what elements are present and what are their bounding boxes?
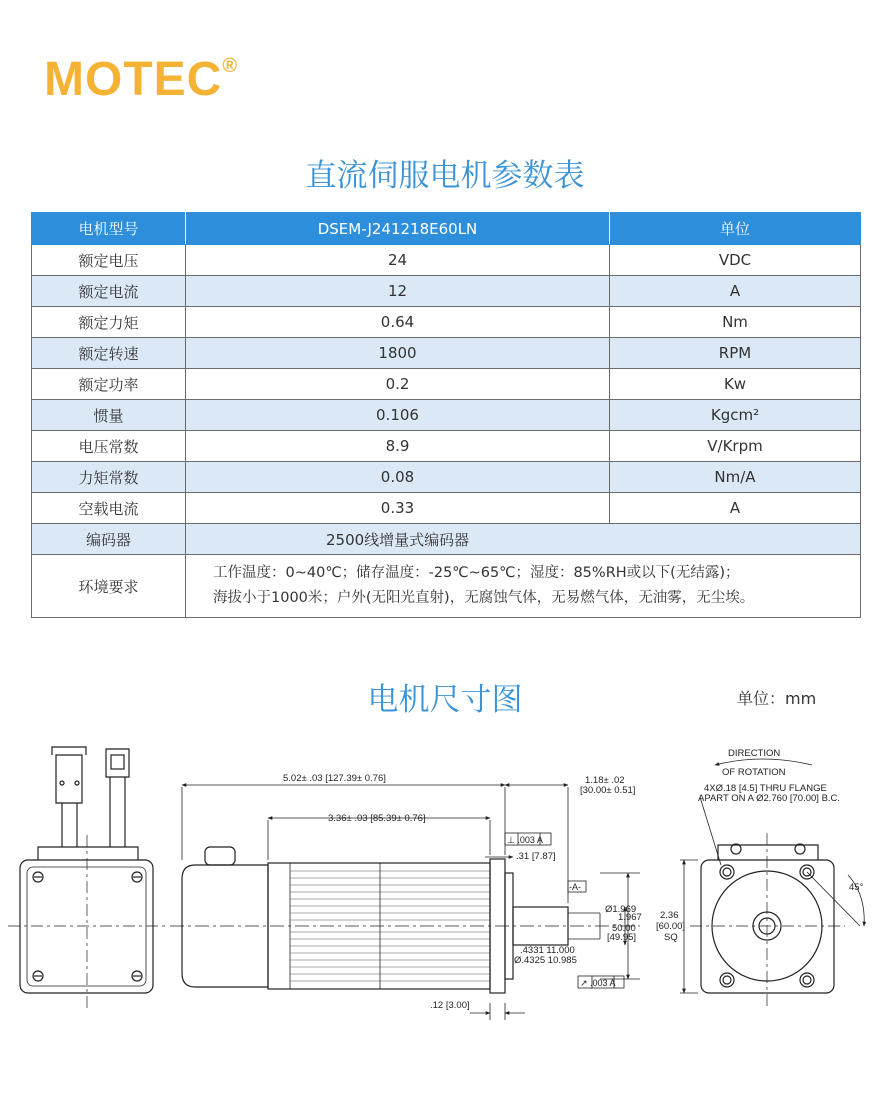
table-row <box>32 431 861 462</box>
rear-view <box>8 747 165 1010</box>
table-row <box>32 493 861 524</box>
direction-label-b: OF ROTATION <box>722 767 786 778</box>
square-label-b: [60.00] <box>656 921 686 932</box>
brand-logo <box>44 52 238 107</box>
environment-label: 环境要求 <box>32 555 186 618</box>
row-unit: Kw <box>610 369 861 400</box>
overall-length-label: 5.02± .03 [127.39± 0.76] <box>283 773 386 784</box>
square-label-c: SQ <box>664 932 678 943</box>
table-row <box>32 245 861 276</box>
row-unit: Kgcm² <box>610 400 861 431</box>
datum-label: -A- <box>569 882 581 892</box>
row-unit: A <box>610 276 861 307</box>
environment-value <box>186 555 861 618</box>
page-title: 直流伺服电机参数表 <box>305 158 585 194</box>
table-row <box>32 369 861 400</box>
table-row <box>32 400 861 431</box>
row-label: 电压常数 <box>32 431 186 462</box>
holes-label-a: 4XØ.18 [4.5] THRU FLANGE <box>704 783 827 794</box>
pilot-diameter-label-a: .4331 11.000 <box>520 945 575 956</box>
table-row <box>32 462 861 493</box>
table-row <box>32 276 861 307</box>
square-label-a: 2.36 <box>660 910 679 921</box>
pilot-diameter-label-b: Ø.4325 10.985 <box>514 955 577 966</box>
side-view <box>170 847 640 993</box>
brand-name: MOTEC <box>44 53 223 106</box>
table-header <box>32 213 861 245</box>
row-unit: A <box>610 493 861 524</box>
step-label: .12 [3.00] <box>430 1000 470 1011</box>
row-label: 额定转速 <box>32 338 186 369</box>
row-unit: Nm <box>610 307 861 338</box>
dimension-drawing <box>0 735 890 1035</box>
encoder-value: 2500线增量式编码器 <box>186 524 861 555</box>
angle-label: 45° <box>849 882 864 893</box>
row-value: 0.08 <box>186 462 610 493</box>
row-label: 力矩常数 <box>32 462 186 493</box>
environment-row <box>32 555 861 618</box>
registered-mark: ® <box>222 55 239 77</box>
shaft-diameter-label-d: [49.95] <box>607 932 637 943</box>
header-unit: 单位 <box>610 213 861 245</box>
spec-table <box>31 212 861 618</box>
front-view <box>690 833 845 1010</box>
row-value: 0.33 <box>186 493 610 524</box>
holes-label-b: APART ON A Ø2.760 [70.00] B.C. <box>698 793 841 804</box>
row-value: 24 <box>186 245 610 276</box>
row-label: 惯量 <box>32 400 186 431</box>
row-value: 8.9 <box>186 431 610 462</box>
header-model-label: 电机型号 <box>32 213 186 245</box>
table-row <box>32 338 861 369</box>
row-label: 额定力矩 <box>32 307 186 338</box>
environment-line-2: 海拔小于1000米；户外(无阳光直射)，无腐蚀气体，无易燃气体，无油雾，无尘埃。 <box>213 590 755 606</box>
row-unit: Nm/A <box>610 462 861 493</box>
flange-thickness-label: .31 [7.87] <box>516 851 556 862</box>
row-label: 额定电流 <box>32 276 186 307</box>
shaft-diameter-label-c: 50.00 <box>612 923 636 934</box>
encoder-label: 编码器 <box>32 524 186 555</box>
row-value: 0.106 <box>186 400 610 431</box>
row-unit: V/Krpm <box>610 431 861 462</box>
row-value: 12 <box>186 276 610 307</box>
row-label: 额定功率 <box>32 369 186 400</box>
row-label: 额定电压 <box>32 245 186 276</box>
unit-note: 单位：mm <box>737 689 817 708</box>
row-value: 0.64 <box>186 307 610 338</box>
body-length-label: 3.36± .03 [85.39± 0.76] <box>328 813 426 824</box>
shaft-diameter-label-b: 1.967 <box>618 912 642 923</box>
perpendicularity-label: ⊥ .003 A <box>507 835 543 845</box>
row-unit: RPM <box>610 338 861 369</box>
shaft-length-label-a: 1.18± .02 <box>585 775 625 786</box>
shaft-length-label-b: [30.00± 0.51] <box>580 785 636 796</box>
row-label: 空载电流 <box>32 493 186 524</box>
row-value: 0.2 <box>186 369 610 400</box>
environment-line-1: 工作温度：0~40℃；储存温度：-25℃~65℃；湿度：85%RH或以下(无结露)； <box>213 565 740 581</box>
direction-label-a: DIRECTION <box>728 748 781 759</box>
row-value: 1800 <box>186 338 610 369</box>
table-row <box>32 307 861 338</box>
runout-label: ↗ .003 A <box>580 978 616 988</box>
dimension-title: 电机尺寸图 <box>367 682 523 718</box>
row-unit: VDC <box>610 245 861 276</box>
header-model-value: DSEM-J241218E60LN <box>186 213 610 245</box>
encoder-row <box>32 524 861 555</box>
shaft-diameter-label-a: Ø1.969 <box>605 904 637 915</box>
